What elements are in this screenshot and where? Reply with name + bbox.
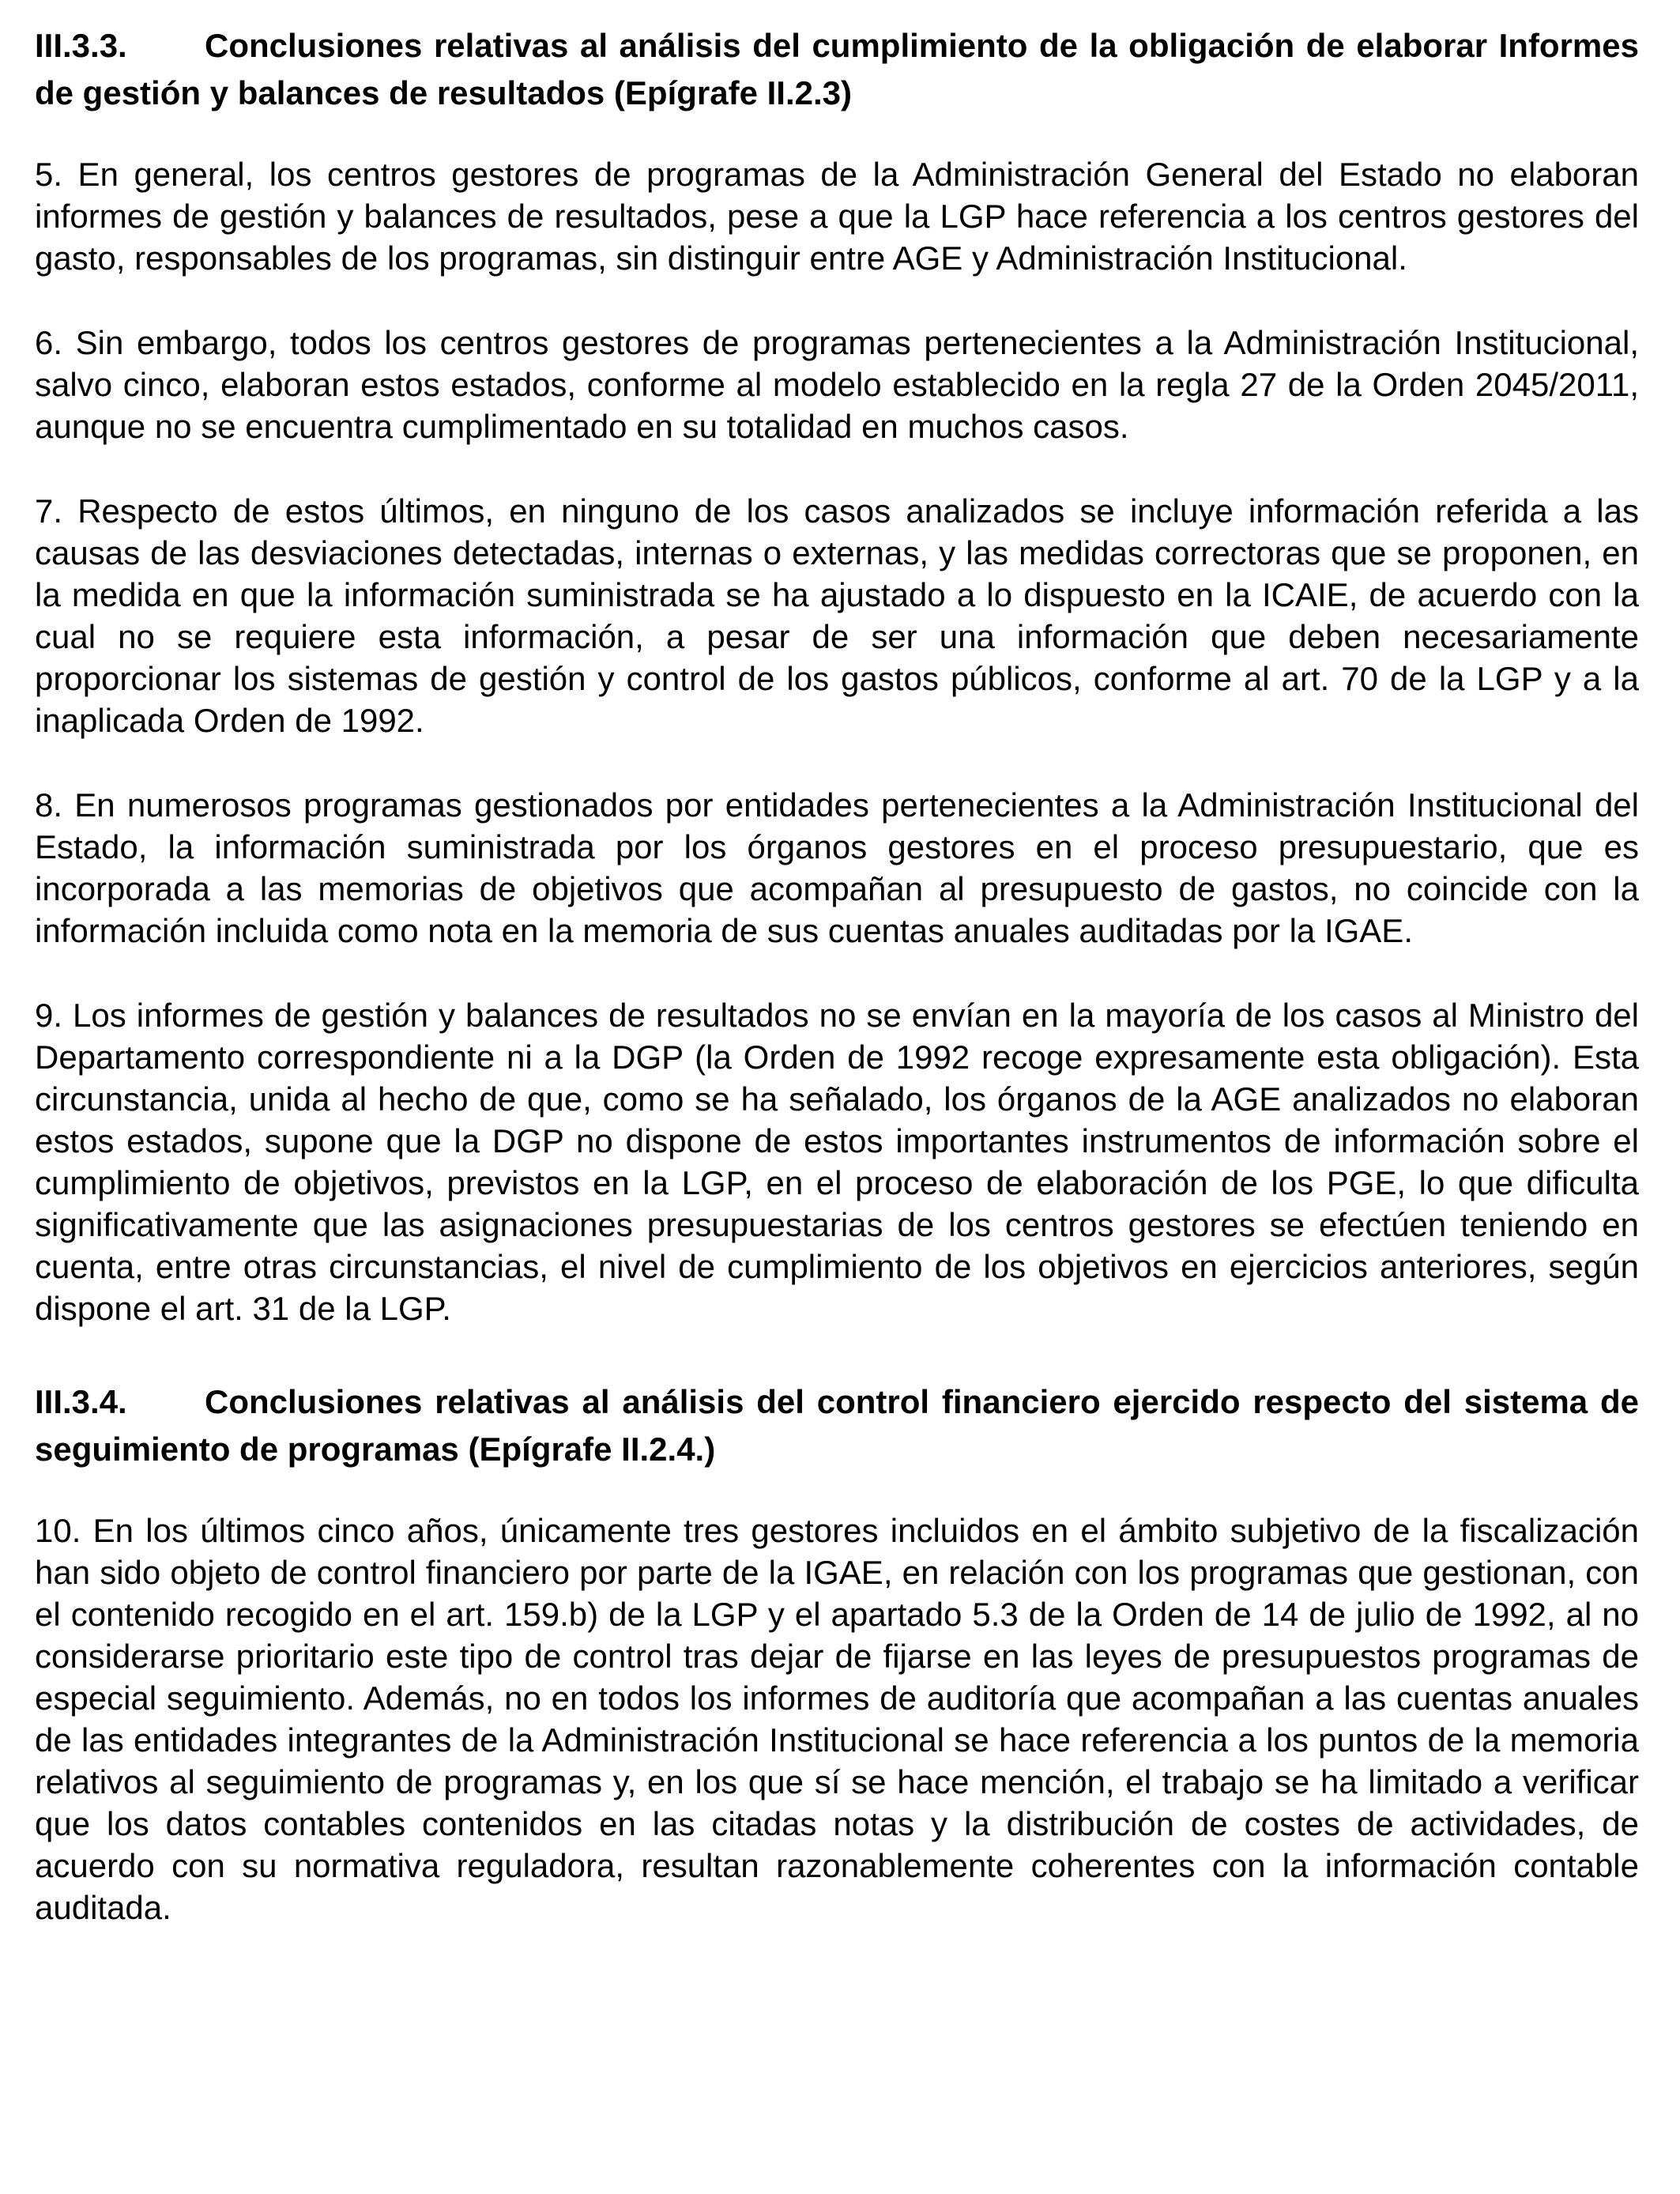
section-title: Conclusiones relativas al análisis del cumplimiento de la obligación de elaborar Informes de gestión y balances de resultados (Epígrafe II.2.3) <box>35 27 1639 111</box>
section-number: III.3.3. <box>35 27 127 64</box>
section-heading-iii-3-3 <box>35 22 1639 117</box>
document-page <box>35 22 1639 1928</box>
paragraph-7: 7. Respecto de estos últimos, en ninguno de los casos analizados se incluye información referida a las causas de las desviaciones detectadas, internas o externas, y las medidas correctoras que se proponen, en la medida en que la información suministrada se ha ajustado a lo dispuesto en la ICAIE, de acuerdo con la cual no se requiere esta información, a pesar de ser una información que deben necesariamente proporcionar los sistemas de gestión y control de los gastos públicos, conforme al art. 70 de la LGP y a la inaplicada Orden de 1992. <box>35 492 1639 739</box>
paragraph-10: 10. En los últimos cinco años, únicamente tres gestores incluidos en el ámbito subjetivo de la fiscalización han sido objeto de control financiero por parte de la IGAE, en relación con los programas que gestionan, con el contenido recogido en el art. 159.b) de la LGP y el apartado 5.3 de la Orden de 14 de julio de 1992, al no considerarse prioritario este tipo de control tras dejar de fijarse en las leyes de presupuestos programas de especial seguimiento. Además, no en todos los informes de auditoría que acompañan a las cuentas anuales de las entidades integrantes de la Administración Institucional se hace referencia a los puntos de la memoria relativos al seguimiento de programas y, en los que sí se hace mención, el trabajo se ha limitado a verificar que los datos contables contenidos en las citadas notas y la distribución de costes de actividades, de acuerdo con su normativa reguladora, resultan razonablemente coherentes con la información contable auditada. <box>35 1512 1639 1926</box>
paragraph-9: 9. Los informes de gestión y balances de resultados no se envían en la mayoría de los casos al Ministro del Departamento correspondiente ni a la DGP (la Orden de 1992 recoge expresamente esta obligación). Esta circunstancia, unida al hecho de que, como se ha señalado, los órganos de la AGE analizados no elaboran estos estados, supone que la DGP no dispone de estos importantes instrumentos de información sobre el cumplimiento de objetivos, previstos en la LGP, en el proceso de elaboración de los PGE, lo que dificulta significativamente que las asignaciones presupuestarias de los centros gestores se efectúen teniendo en cuenta, entre otras circunstancias, el nivel de cumplimiento de los objetivos en ejercicios anteriores, según dispone el art. 31 de la LGP. <box>35 997 1639 1327</box>
section-number: III.3.4. <box>35 1383 127 1420</box>
paragraph-6: 6. Sin embargo, todos los centros gestores de programas pertenecientes a la Administración Institucional, salvo cinco, elaboran estos estados, conforme al modelo establecido en la regla 27 de la Orden 2045/2011, aunque no se encuentra cumplimentado en su totalidad en muchos casos. <box>35 324 1639 445</box>
paragraph-8: 8. En numerosos programas gestionados por entidades pertenecientes a la Administración Institucional del Estado, la información suministrada por los órganos gestores en el proceso presupuestario, que es incorporada a las memorias de objetivos que acompañan al presupuesto de gastos, no coincide con la información incluida como nota en la memoria de sus cuentas anuales auditadas por la IGAE. <box>35 786 1639 949</box>
paragraph-5: 5. En general, los centros gestores de programas de la Administración General del Estado no elaboran informes de gestión y balances de resultados, pese a que la LGP hace referencia a los centros gestores del gasto, responsables de los programas, sin distinguir entre AGE y Administración Institucional. <box>35 156 1639 277</box>
section-heading-iii-3-4 <box>35 1378 1639 1473</box>
section-title: Conclusiones relativas al análisis del control financiero ejercido respecto del sistema de seguimiento de programas (Epígrafe II.2.4.) <box>35 1383 1639 1468</box>
